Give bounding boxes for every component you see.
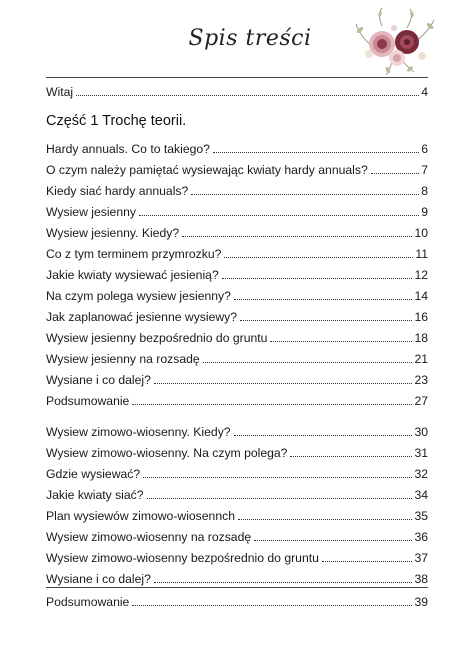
toc-entry-label: Jakie kwiaty siać? <box>46 488 144 502</box>
toc-entry-page: 18 <box>414 331 428 345</box>
dot-leader <box>290 455 412 457</box>
dot-leader <box>203 361 413 363</box>
dot-leader <box>224 256 413 258</box>
part-heading: Część 1 Trochę teorii. <box>46 113 187 129</box>
toc-entry-page: 9 <box>421 205 428 219</box>
toc-entry[interactable] <box>46 157 428 177</box>
toc-entry-page: 10 <box>414 226 428 240</box>
toc-entry-label: Witaj <box>46 85 74 99</box>
dot-leader <box>154 581 413 583</box>
dot-leader <box>222 277 413 279</box>
dot-leader <box>76 94 419 96</box>
dot-leader <box>234 434 413 436</box>
toc-entry-label: Wysiew jesienny. Kiedy? <box>46 226 180 240</box>
toc-entry-label: O czym należy pamiętać wysiewając kwiaty hardy annuals? <box>46 163 368 177</box>
toc-entry[interactable] <box>46 241 428 261</box>
dot-leader <box>147 497 413 499</box>
dot-leader <box>240 319 412 321</box>
toc-entry-label: Wysiew jesienny <box>46 205 136 219</box>
toc-entry-page: 7 <box>421 163 428 177</box>
toc-entry-page: 32 <box>414 467 428 481</box>
toc-entry[interactable] <box>46 482 428 502</box>
toc-entry-page: 16 <box>414 310 428 324</box>
toc-entry-label: Wysiane i co dalej? <box>46 572 151 586</box>
toc-entry-page: 11 <box>415 247 428 261</box>
dot-leader <box>191 193 419 195</box>
toc-entry-page: 12 <box>414 268 428 282</box>
page-title: Spis treści <box>188 26 312 51</box>
toc-entry-page: 27 <box>414 394 428 408</box>
toc-entry[interactable] <box>46 461 428 481</box>
toc-entry-label: Na czym polega wysiew jesienny? <box>46 289 231 303</box>
toc-entry[interactable] <box>46 440 428 460</box>
toc-entry-page: 6 <box>421 142 428 156</box>
dot-leader <box>139 214 419 216</box>
dot-leader <box>143 476 412 478</box>
toc-entry-label: Jakie kwiaty wysiewać jesienią? <box>46 268 219 282</box>
toc-entry-page: 37 <box>414 551 428 565</box>
divider-bottom <box>46 587 428 588</box>
dot-leader <box>322 560 413 562</box>
toc-entry-label: Wysiew zimowo-wiosenny na rozsadę <box>46 530 252 544</box>
divider-top <box>46 77 428 78</box>
toc-entry-page: 8 <box>421 184 428 198</box>
toc-entry-intro[interactable] <box>46 79 428 99</box>
toc-entry[interactable] <box>46 367 428 387</box>
toc-entry[interactable] <box>46 503 428 523</box>
toc-entry[interactable] <box>46 304 428 324</box>
toc-entry[interactable] <box>46 589 428 609</box>
dot-leader <box>132 604 412 606</box>
toc-entry[interactable] <box>46 178 428 198</box>
toc-entry-page: 34 <box>414 488 428 502</box>
toc-entry-label: Wysiew zimowo-wiosenny. Kiedy? <box>46 425 231 439</box>
dot-leader <box>154 382 413 384</box>
toc-entry-label: Co z tym terminem przymrozku? <box>46 247 222 261</box>
toc-entry-page: 30 <box>414 425 428 439</box>
toc-entry[interactable] <box>46 545 428 565</box>
toc-entry-page: 21 <box>414 352 428 366</box>
dot-leader <box>254 539 412 541</box>
toc-entry[interactable] <box>46 136 428 156</box>
toc-entry-page: 14 <box>414 289 428 303</box>
toc-entry-label: Kiedy siać hardy annuals? <box>46 184 189 198</box>
toc-entry-label: Wysiew jesienny bezpośrednio do gruntu <box>46 331 268 345</box>
toc-entry[interactable] <box>46 524 428 544</box>
toc-entry[interactable] <box>46 566 428 586</box>
toc-entry[interactable] <box>46 199 428 219</box>
toc-entry-label: Jak zaplanować jesienne wysiewy? <box>46 310 238 324</box>
toc-entry-page: 38 <box>414 572 428 586</box>
dot-leader <box>371 172 419 174</box>
toc-entry-label: Plan wysiewów zimowo-wiosennch <box>46 509 235 523</box>
toc-entry-label: Podsumowanie <box>46 394 130 408</box>
toc-entry[interactable] <box>46 419 428 439</box>
flower-bouquet-icon <box>352 6 438 76</box>
toc-entry-page: 35 <box>414 509 428 523</box>
toc-entry-label: Wysiane i co dalej? <box>46 373 151 387</box>
toc-entry[interactable] <box>46 283 428 303</box>
toc-entry-page: 36 <box>414 530 428 544</box>
toc-entry-label: Wysiew zimowo-wiosenny. Na czym polega? <box>46 446 288 460</box>
dot-leader <box>132 403 412 405</box>
dot-leader <box>238 518 412 520</box>
toc-entry-page: 23 <box>414 373 428 387</box>
dot-leader <box>270 340 412 342</box>
dot-leader <box>182 235 412 237</box>
toc-entry-page: 39 <box>414 595 428 609</box>
toc-entry-label: Podsumowanie <box>46 595 130 609</box>
toc-entry[interactable] <box>46 220 428 240</box>
dot-leader <box>213 151 419 153</box>
toc-entry-label: Wysiew zimowo-wiosenny bezpośrednio do gruntu <box>46 551 319 565</box>
toc-entry[interactable] <box>46 325 428 345</box>
toc-entry-label: Hardy annuals. Co to takiego? <box>46 142 210 156</box>
toc-entry[interactable] <box>46 346 428 366</box>
toc-entry-label: Gdzie wysiewać? <box>46 467 141 481</box>
dot-leader <box>234 298 413 300</box>
toc-entry-label: Wysiew jesienny na rozsadę <box>46 352 200 366</box>
toc-entry-page: 4 <box>421 85 428 99</box>
toc-entry[interactable] <box>46 262 428 282</box>
toc-entry[interactable] <box>46 388 428 408</box>
toc-entry-page: 31 <box>414 446 428 460</box>
